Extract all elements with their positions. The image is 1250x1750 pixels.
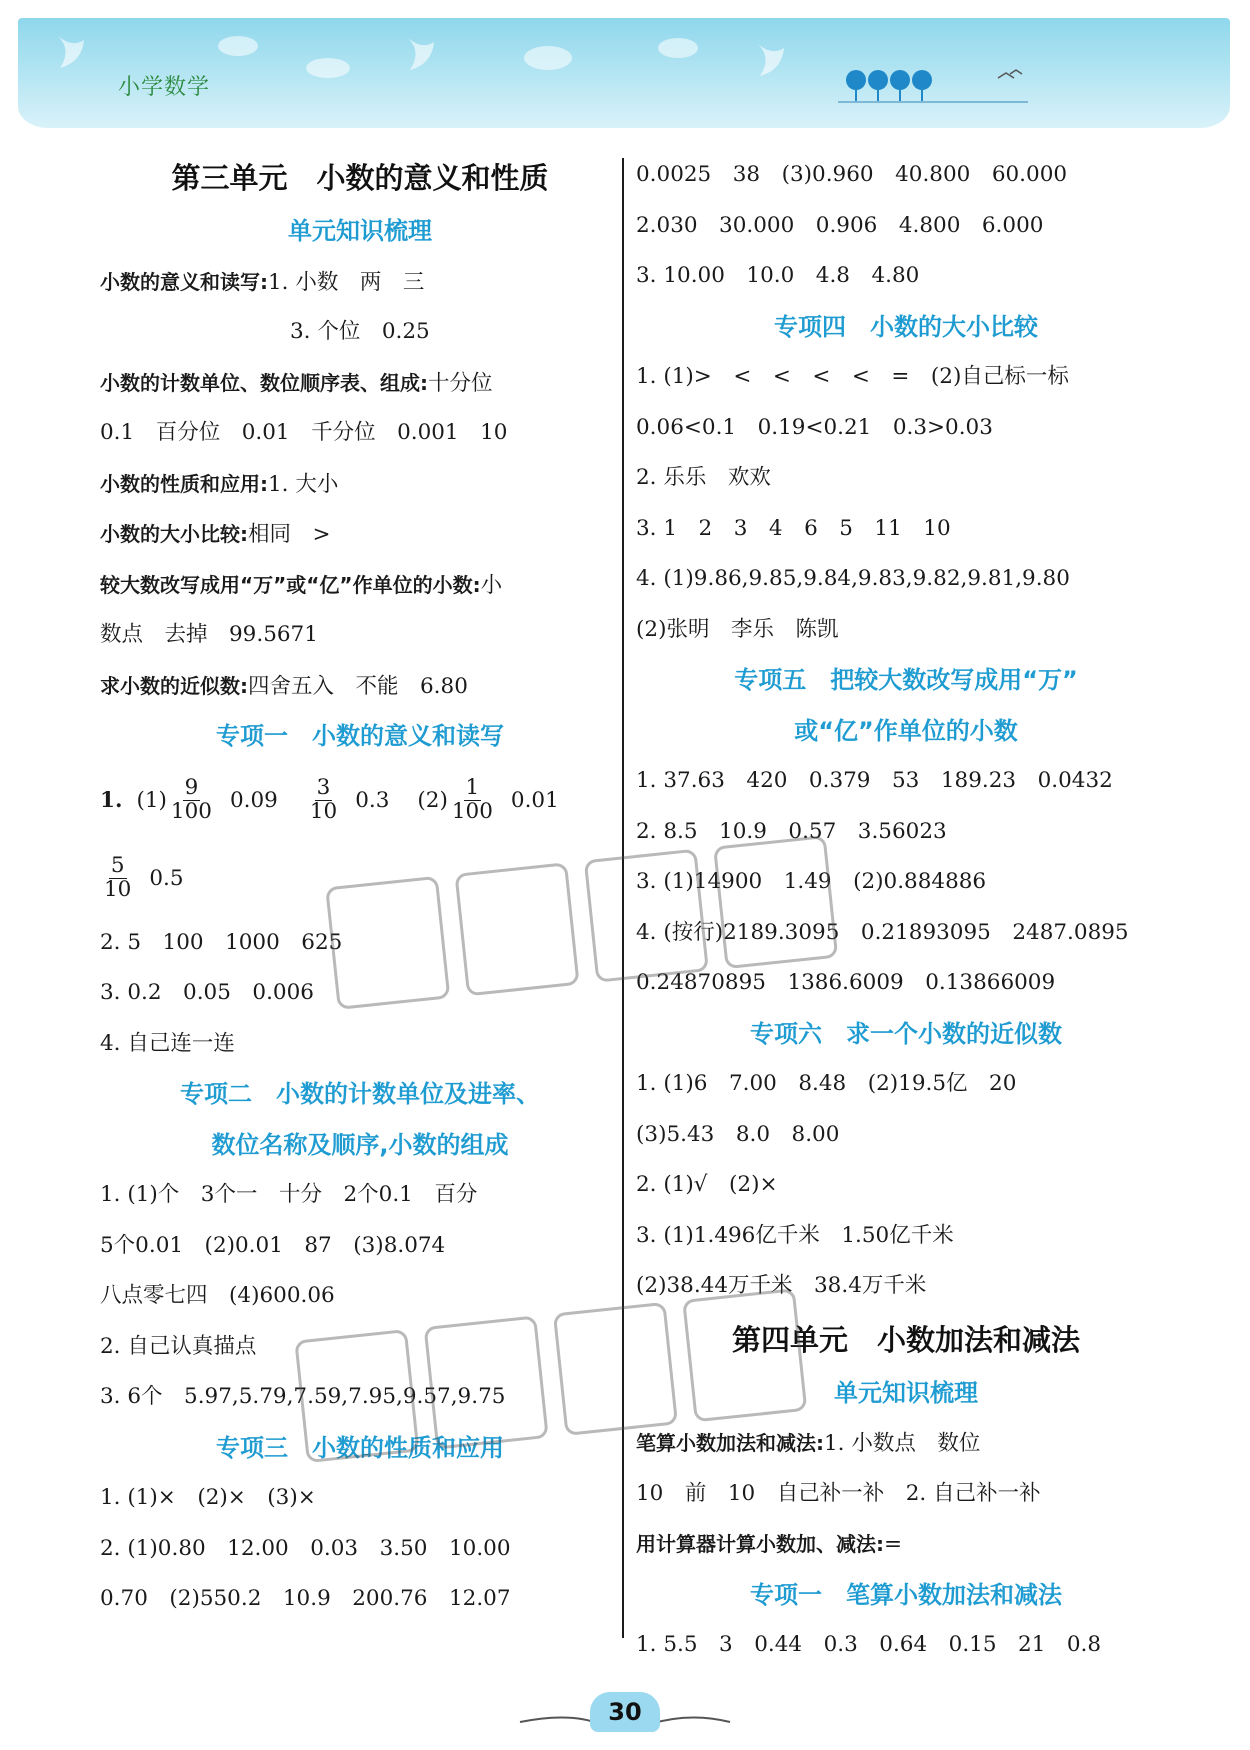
section-review-2-title: 单元知识梳理	[834, 1378, 978, 1407]
answer-line	[100, 408, 620, 459]
answer-line: (2)张明 李乐 陈凯	[636, 616, 839, 642]
answer-text: 1. 小数点 数位	[824, 1431, 981, 1456]
answer-line	[636, 1519, 1176, 1570]
answer-text: 十分位	[428, 370, 493, 396]
denominator: 10	[104, 877, 132, 902]
answer-text: 相同 >	[248, 522, 331, 547]
section-7-title: 专项一 笔算小数加法和减法	[750, 1580, 1062, 1609]
unit-four-title: 第四单元 小数加法和减法	[731, 1322, 1080, 1357]
answer-text: 数点 去掉 99.5671	[100, 622, 318, 647]
section-5-title-a: 专项五 把较大数改写成用“万”	[734, 666, 1078, 694]
numerator: 1	[465, 775, 480, 801]
section-review-title: 单元知识梳理	[288, 217, 432, 245]
answer-line: 2. (1)√ (2)×	[636, 1172, 778, 1197]
section-3-title: 专项三 小数的性质和应用	[216, 1433, 504, 1462]
answer-text: 1. 小数 两 三	[268, 269, 425, 295]
answer-line: 5个0.01 (2)0.01 87 (3)8.074	[100, 1232, 446, 1258]
fraction	[104, 855, 131, 901]
unit-three-title: 第三单元 小数的意义和性质	[171, 161, 549, 195]
fraction-answer-line	[100, 762, 620, 840]
answer-line: 1. 37.63 420 0.379 53 189.23 0.0432	[636, 768, 1113, 793]
topic-label: 小数的计数单位、数位顺序表、组成:	[100, 370, 428, 395]
answer-line: 2. 5 100 1000 625	[100, 929, 343, 955]
answer-line: 3. 10.00 10.0 4.8 4.80	[636, 263, 920, 288]
answer-text: =	[884, 1532, 903, 1557]
topic-label: 小数的性质和应用:	[100, 471, 268, 496]
answer-line: 1. (1)个 3个一 十分 2个0.1 百分	[100, 1182, 478, 1207]
answer-line: 3. 6个 5.97,5.79,7.59,7.95,9.57,9.75	[100, 1384, 506, 1409]
fraction-answer-line	[100, 840, 620, 918]
denominator: 100	[451, 799, 493, 824]
part-label: (1)	[136, 788, 167, 813]
answer-line: 八点零七四 (4)600.06	[100, 1283, 335, 1308]
answer-line: 4. (1)9.86,9.85,9.84,9.83,9.82,9.81,9.80	[636, 566, 1070, 591]
left-column	[100, 150, 620, 1625]
topic-label: 求小数的近似数:	[100, 673, 248, 698]
answer-line: 0.06<0.1 0.19<0.21 0.3>0.03	[636, 414, 993, 440]
page-number: 30	[590, 1692, 660, 1732]
answer-text: 0.01	[510, 788, 559, 813]
answer-line: 1. 5.5 3 0.44 0.3 0.64 0.15 21 0.8	[636, 1632, 1102, 1657]
answer-text: 1. 大小	[268, 471, 339, 497]
answer-line: 0.24870895 1386.6009 0.13866009	[636, 970, 1056, 995]
topic-label: 笔算小数加法和减法:	[636, 1431, 824, 1455]
answer-line	[100, 509, 620, 560]
fraction	[452, 777, 493, 823]
section-5-title-b: 或“亿”作单位的小数	[794, 716, 1018, 745]
answer-line	[636, 1418, 1176, 1469]
topic-label: 小数的大小比较:	[100, 522, 248, 546]
answer-line: 0.0025 38 (3)0.960 40.800 60.000	[636, 162, 1068, 187]
section-4-title: 专项四 小数的大小比较	[774, 312, 1038, 341]
section-6-title: 专项六 求一个小数的近似数	[750, 1019, 1062, 1048]
answer-line: 3. 0.2 0.05 0.006	[100, 980, 314, 1005]
denominator: 10	[309, 799, 338, 824]
answer-line: 3. 1 2 3 4 6 5 11 10	[636, 515, 951, 541]
answer-line: 1. (1)6 7.00 8.48 (2)19.5亿 20	[636, 1071, 1017, 1096]
answer-line	[100, 560, 620, 611]
answer-line	[100, 661, 620, 712]
answer-line: 4. 自己连一连	[100, 1030, 235, 1056]
denominator: 100	[170, 799, 212, 824]
answer-line: 2. 自己认真描点	[100, 1333, 257, 1359]
answer-line: 2.030 30.000 0.906 4.800 6.000	[636, 212, 1044, 238]
part-label: (2)	[417, 788, 448, 813]
answer-line: 4. (按行)2189.3095 0.21893095 2487.0895	[636, 919, 1129, 945]
numerator: 5	[110, 853, 125, 879]
answer-line	[100, 307, 620, 358]
answer-line: 2. (1)0.80 12.00 0.03 3.50 10.00	[100, 1535, 511, 1561]
answer-line	[100, 358, 620, 409]
page-header	[18, 18, 1230, 128]
numerator: 3	[316, 775, 331, 801]
topic-label: 用计算器计算小数加、减法:	[636, 1532, 884, 1556]
answer-line: (3)5.43 8.0 8.00	[636, 1121, 840, 1147]
answer-line: (2)38.44万千米 38.4万千米	[636, 1273, 927, 1298]
answer-text: 0.3	[355, 788, 390, 813]
answer-line: 0.70 (2)550.2 10.9 200.76 12.07	[100, 1586, 511, 1611]
answer-line: 3. (1)14900 1.49 (2)0.884886	[636, 869, 987, 894]
answer-line: 1. (1)× (2)× (3)×	[100, 1485, 316, 1510]
answer-line	[100, 459, 620, 510]
section-2-title-a: 专项二 小数的计数单位及进率、	[180, 1080, 540, 1108]
section-1-title: 专项一 小数的意义和读写	[216, 722, 504, 750]
column-divider	[622, 158, 624, 1638]
topic-label: 小数的意义和读写:	[100, 269, 268, 294]
answer-line	[100, 257, 620, 308]
section-2-title-b: 数位名称及顺序,小数的组成	[211, 1130, 509, 1159]
page-number-badge	[510, 1692, 740, 1736]
answer-text: 四舍五入 不能 6.80	[248, 673, 468, 699]
question-number: 1.	[100, 788, 123, 813]
fraction	[310, 777, 337, 823]
answer-line: 10 前 10 自己补一补 2. 自己补一补	[636, 1480, 1041, 1506]
answer-text: 0.1 百分位 0.01 千分位 0.001 10	[100, 420, 508, 445]
answer-line: 1. (1)> < < < < = (2)自己标一标	[636, 364, 1069, 389]
topic-label: 较大数改写成用“万”或“亿”作单位的小数:	[100, 572, 481, 597]
right-column	[636, 150, 1176, 1671]
numerator: 9	[184, 775, 199, 801]
answer-text: 小	[480, 572, 503, 598]
answer-text: 0.09	[229, 788, 278, 813]
answer-line	[100, 610, 620, 661]
answer-line: 2. 8.5 10.9 0.57 3.56023	[636, 818, 947, 844]
subject-label: 小学数学	[118, 75, 211, 100]
answer-text: 3. 个位 0.25	[290, 319, 430, 344]
fraction	[171, 777, 212, 823]
answer-line: 3. (1)1.496亿千米 1.50亿千米	[636, 1222, 954, 1248]
answer-text: 0.5	[149, 866, 184, 891]
answer-line: 2. 乐乐 欢欢	[636, 465, 771, 490]
